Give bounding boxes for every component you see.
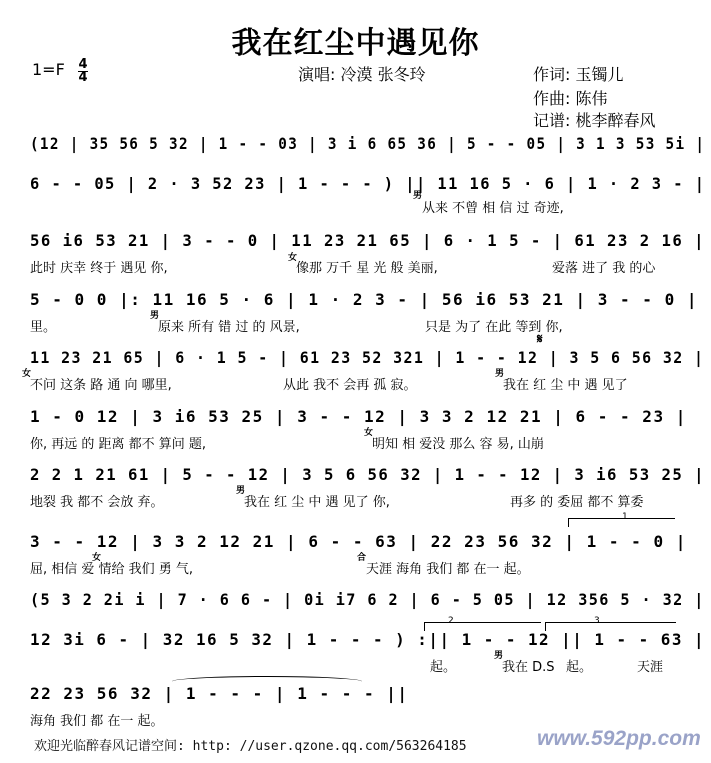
lyricist-credit: 作词: 玉镯儿: [533, 65, 624, 84]
watermark: www.592pp.com: [537, 727, 701, 750]
transcriber-credit: 记谱: 桃李醉春风: [533, 111, 656, 130]
time-signature: [78, 59, 88, 84]
score-row-2-notes: 6 - - 05 | 2 · 3 52 23 | 1 - - - ) || 11 16 5 · 6 | 1 · 2 3 - |: [30, 174, 706, 193]
score-row-4-lyrics-c: 只是 为了 在此 等到 你,: [425, 320, 563, 335]
score-row-7-lyrics-c: 再多 的 委屈 都不 算委: [510, 495, 644, 510]
male-part-mark-3: 男: [495, 369, 505, 379]
volta-1-label: 1: [622, 512, 628, 522]
score-row-3-lyrics-a: 此时 庆幸 终于 遇见 你,: [30, 261, 168, 276]
score-row-9-notes: (5 3 2 2i i | 7 · 6 6 - | 0i i7 6 2 | 6 - 5 05 | 12 356 5 · 32 |: [30, 590, 705, 609]
score-row-8-lyrics-a: 屈, 相信 爱 情给 我们 勇 气,: [30, 562, 194, 577]
score-row-10-lyrics-d: 天涯: [637, 660, 664, 675]
score-row-5-notes: 11 23 21 65 | 6 · 1 5 - | 61 23 52 321 | 1 - - 12 | 3 5 6 56 32 |: [30, 348, 705, 367]
time-sig-bottom: 4: [78, 70, 88, 85]
score-row-4-lyrics-a: 里。: [30, 320, 57, 335]
score-row-8-notes: 3 - - 12 | 3 3 2 12 21 | 6 - - 63 | 22 23 56 32 | 1 - - 0 |: [30, 532, 687, 551]
score-row-6-lyrics-b: 明知 相 爱没 那么 容 易, 山崩: [372, 437, 544, 452]
male-part-mark-5: 男: [494, 651, 504, 661]
female-part-mark-4: 女: [92, 553, 102, 563]
song-title: 我在红尘中遇见你: [231, 26, 480, 61]
score-row-2-lyrics: 从来 不曾 相 信 过 奇迹,: [422, 201, 564, 216]
score-row-10-notes: 12 3i 6 - | 32 16 5 32 | 1 - - - ) :|| 1 - - 12 || 1 - - 63 |: [30, 630, 706, 649]
score-row-7-lyrics-b: 我在 红 尘 中 遇 见了 你,: [244, 495, 390, 510]
score-row-3-notes: 56 i6 53 21 | 3 - - 0 | 11 23 21 65 | 6 · 1 5 - | 61 23 2 16 |: [30, 231, 706, 250]
score-row-4-lyrics-b: 原来 所有 错 过 的 风景,: [158, 320, 300, 335]
score-row-8-lyrics-b: 天涯 海角 我们 都 在一 起。: [366, 562, 530, 577]
score-row-11-notes: 22 23 56 32 | 1 - - - | 1 - - - ||: [30, 684, 409, 703]
score-row-5-lyrics-a: 不问 这条 路 通 向 哪里,: [30, 378, 172, 393]
score-row-1-notes: (12 | 35 56 5 32 | 1 - - 03 | 3 i 6 65 36 | 5 - - 05 | 3 1 3 53 5i |: [30, 134, 706, 153]
chorus-mark: 合: [357, 553, 367, 563]
female-part-mark-2: 女: [22, 369, 32, 379]
score-row-5-lyrics-c: 我在 红 尘 中 遇 见了: [503, 378, 628, 393]
key-signature: 1=F: [32, 60, 65, 79]
score-row-10-lyrics-b: 我在 D.S: [502, 660, 555, 675]
singer-credit: 演唱: 冷漠 张冬玲: [298, 65, 426, 84]
score-row-5-lyrics-b: 从此 我不 会再 孤 寂。: [283, 378, 417, 393]
male-part-mark: 男: [413, 191, 423, 201]
male-part-mark-4: 男: [236, 486, 246, 496]
score-row-3-lyrics-b: 像那 万千 星 光 般 美丽,: [296, 261, 438, 276]
score-row-11-lyrics: 海角 我们 都 在一 起。: [30, 714, 164, 729]
time-sig-top: 4: [78, 57, 88, 72]
score-row-3-lyrics-c: 爱落 进了 我 的心: [552, 261, 656, 276]
volta-3-label: 3: [594, 616, 600, 626]
female-part-mark: 女: [288, 253, 298, 263]
score-row-7-lyrics-a: 地裂 我 都不 会放 弃。: [30, 495, 164, 510]
score-row-7-notes: 2 2 1 21 61 | 5 - - 12 | 3 5 6 56 32 | 1 - - 12 | 3 i6 53 25 |: [30, 465, 706, 484]
male-part-mark-2: 男: [150, 311, 160, 321]
volta-2-label: 2: [448, 616, 454, 626]
segno-sign: 𝄋: [537, 332, 543, 347]
footer-text: 欢迎光临醉春风记谱空间: http: //user.qzone.qq.com/563264185: [34, 739, 467, 754]
score-row-4-notes: 5 - 0 0 |: 11 16 5 · 6 | 1 · 2 3 - | 56 i6 53 21 | 3 - - 0 |: [30, 290, 698, 309]
score-row-10-lyrics-a: 起。: [430, 660, 457, 675]
female-part-mark-3: 女: [364, 428, 374, 438]
score-row-6-lyrics-a: 你, 再远 的 距离 都不 算问 题,: [30, 437, 207, 452]
score-row-6-notes: 1 - 0 12 | 3 i6 53 25 | 3 - - 12 | 3 3 2 12 21 | 6 - - 23 |: [30, 407, 687, 426]
composer-credit: 作曲: 陈伟: [533, 89, 608, 108]
score-row-10-lyrics-c: 起。: [566, 660, 593, 675]
